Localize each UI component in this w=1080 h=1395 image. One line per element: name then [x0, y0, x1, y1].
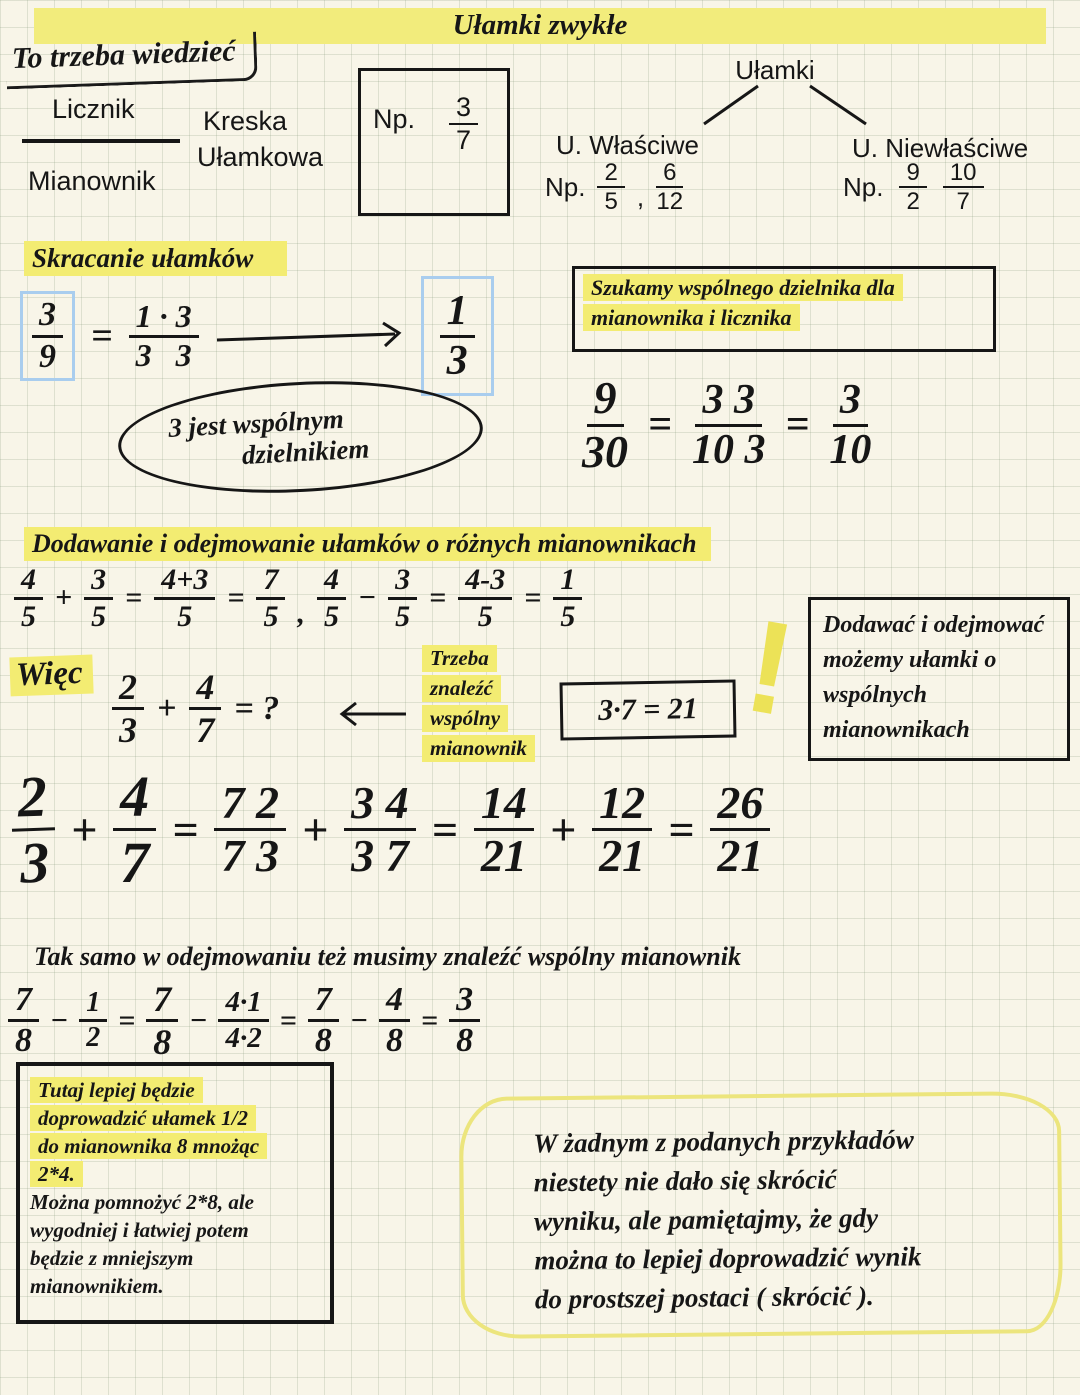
rule-line: możemy ułamki o: [823, 647, 997, 673]
np-label: Np.: [373, 104, 416, 134]
note-to-know: To trzeba wiedzieć: [5, 32, 257, 90]
tip-line: mianownikiem.: [30, 1274, 164, 1298]
equals-sign: =: [431, 804, 458, 856]
tip-line: wygodniej i łatwiej potem: [30, 1218, 249, 1242]
fraction: $\frac{3}{5}$: [84, 564, 113, 633]
ellipse-text-line: 3 jest wspólnym: [167, 403, 345, 443]
fraction-expanded-2: $\frac{3 3}{10 3}$: [691, 377, 766, 473]
plus-sign: +: [55, 581, 73, 615]
fraction-1-3: $\frac{1}{3}$: [440, 289, 475, 383]
fraction: $\frac{7}{5}$: [256, 564, 285, 633]
minus-sign: −: [189, 1003, 208, 1037]
hint-line: Szukamy wspólnego dzielnika dla: [583, 274, 903, 301]
note-word: mianownik: [422, 735, 535, 762]
tip-line: 2*4.: [30, 1161, 83, 1187]
fraction: $\frac{4}{5}$: [14, 564, 43, 633]
addsub-heading: Dodawanie i odejmowanie ułamków o różnych mianownikach: [24, 527, 711, 561]
fraction: $\frac{3 4}{3 7}$: [344, 779, 416, 882]
rule-line: wspólnych: [823, 682, 928, 708]
fraction: $\frac{4+3}{5}$: [154, 564, 215, 633]
fraction: $\frac{2}{3}$: [10, 765, 57, 894]
question-equation: [112, 668, 279, 749]
equals-sign: =: [648, 402, 672, 449]
reminder-line: niestety nie dało się skrócić: [533, 1164, 837, 1198]
minus-sign: −: [50, 1003, 69, 1037]
equals-sign: =: [421, 1003, 439, 1037]
improper-examples: [843, 160, 984, 215]
note-word: wspólny: [422, 705, 508, 732]
equals-sign: =: [668, 804, 695, 856]
fraction: $\frac{7 2}{7 3}$: [214, 779, 286, 882]
fraction-3-10: $\frac{3}{10}$: [829, 377, 872, 473]
tree-branches-icon: [660, 84, 890, 126]
page-title: Ułamki zwykłe: [452, 9, 628, 41]
improper-fractions-label: U. Niewłaściwe: [852, 133, 1029, 163]
rule-line: mianownikach: [823, 717, 970, 743]
fraction: $\frac{3}{5}$: [388, 564, 417, 633]
fraction-9-30: $\frac{9}{30}$: [582, 372, 628, 477]
fraction-3-7: $\frac{3}{7}$: [449, 93, 478, 154]
equals-sign: =: [785, 402, 810, 449]
note-word: znaleźć: [422, 675, 501, 702]
fraction: $\frac{4\cdot 1}{4\cdot 2}$: [218, 987, 268, 1053]
fraction-2-5: $\frac{2}{5}$: [597, 160, 624, 215]
reminder-line: W żadnym z podanych przykładów: [533, 1124, 914, 1159]
fraction-4-7: $\frac{4}{7}$: [189, 668, 221, 749]
same-denominator-examples: [14, 564, 582, 633]
fraction-10-7: $\frac{10}{7}$: [943, 160, 984, 215]
subtraction-equation: [8, 980, 480, 1061]
long-arrow-icon: [215, 320, 405, 352]
tip-line: będzie z mniejszym: [30, 1246, 194, 1270]
tip-line: Tutaj lepiej będzie: [30, 1077, 203, 1103]
fraction: $\frac{1}{2}$: [79, 988, 107, 1052]
equals-sign: =: [125, 581, 143, 615]
hint-line: mianownika i licznika: [583, 304, 800, 331]
rule-box: [808, 597, 1070, 761]
equals-sign: =: [91, 315, 113, 358]
equals-sign: =: [524, 581, 542, 615]
note-word: Trzeba: [422, 645, 497, 672]
proper-fractions-label: U. Właściwe: [556, 130, 700, 160]
tip-line: Można pomnożyć 2*8, ale: [30, 1190, 255, 1214]
reminder-blob: [459, 1091, 1064, 1339]
fraction-6-12: $\frac{6}{12}$: [656, 159, 684, 216]
exclamation-icon: !: [735, 591, 805, 744]
fraction-expanded: $\frac{1 \cdot 3}{3 3}$: [129, 300, 199, 373]
left-arrow-icon: [336, 700, 408, 728]
np-label: Np.: [545, 171, 586, 202]
fraction: $\frac{4}{8}$: [379, 982, 410, 1059]
ulamkowa-label: Ułamkowa: [197, 142, 324, 172]
kreska-label: Kreska: [203, 106, 288, 136]
plus-sign: +: [301, 804, 329, 856]
mianownik-label: Mianownik: [28, 166, 156, 196]
minus-sign: −: [357, 581, 377, 615]
equals-sign: =: [118, 1003, 136, 1037]
plus-sign: +: [157, 689, 177, 727]
fraction: $\frac{3}{8}$: [449, 982, 480, 1059]
equals-sign: =: [227, 581, 245, 615]
minus-sign: −: [349, 1003, 369, 1037]
proper-examples: [545, 160, 683, 215]
need-common-denominator-note: [422, 645, 535, 762]
equals-sign: =: [429, 581, 447, 615]
ellipse-text-line: dzielnikiem: [241, 433, 370, 471]
tip-box: [16, 1062, 334, 1324]
reminder-line: można to lepiej doprowadzić wynik: [534, 1241, 922, 1276]
highlight-frame: [20, 291, 75, 380]
big-equation: [12, 763, 770, 896]
reminder-line: do prostszej postaci ( skrócić ).: [534, 1280, 874, 1315]
licznik-label: Licznik: [52, 94, 135, 124]
fraction: $\frac{4}{5}$: [317, 564, 346, 633]
fraction-9-2: $\frac{9}{2}$: [899, 160, 926, 215]
np-label: Np.: [843, 171, 884, 202]
equals-sign: =: [172, 804, 199, 856]
fraction: $\frac{12}{21}$: [592, 779, 652, 882]
fraction-3-9: $\frac{3}{9}$: [32, 297, 63, 374]
fraction: $\frac{4}{7}$: [113, 766, 156, 894]
reminder-line: wyniku, ale pamiętajmy, że gdy: [533, 1202, 879, 1237]
simplify-heading: Skracanie ułamków: [24, 241, 287, 276]
tip-line: doprowadzić ułamek 1/2: [30, 1105, 256, 1131]
plus-sign: +: [71, 804, 98, 856]
fraction: $\frac{7}{8}$: [146, 980, 178, 1061]
fraction: $\frac{14}{21}$: [474, 779, 534, 882]
equals-sign: =: [279, 1003, 297, 1037]
example-fraction-box: [358, 68, 510, 216]
highlight-frame: [421, 276, 494, 396]
equals-question: = ?: [234, 689, 280, 727]
product-box: 3·7 = 21: [560, 679, 737, 740]
rule-line: Dodawać i odejmować: [823, 612, 1045, 638]
subtraction-intro: Tak samo w odejmowaniu też musimy znaleźć wspólny mianownik: [34, 942, 741, 971]
fraction: $\frac{26}{21}$: [710, 779, 770, 882]
comma: ,: [636, 181, 645, 212]
fraction: $\frac{1}{5}$: [553, 564, 582, 633]
tree-root-label: Ułamki: [735, 55, 815, 85]
simplify-example-2: [582, 374, 871, 477]
tip-line: do mianownika 8 mnożąc: [30, 1133, 267, 1159]
fraction: $\frac{4-3}{5}$: [458, 564, 512, 633]
simplify-equation: [20, 276, 494, 396]
fraction-2-3: $\frac{2}{3}$: [112, 668, 144, 749]
comma: ,: [297, 596, 305, 630]
fraction: $\frac{7}{8}$: [8, 982, 39, 1059]
plus-sign: +: [549, 804, 577, 856]
fraction: $\frac{7}{8}$: [308, 982, 339, 1059]
wiec-label: Więc: [9, 655, 93, 697]
fraction-bar: [22, 139, 180, 143]
common-divisor-hint-box: [572, 266, 996, 352]
